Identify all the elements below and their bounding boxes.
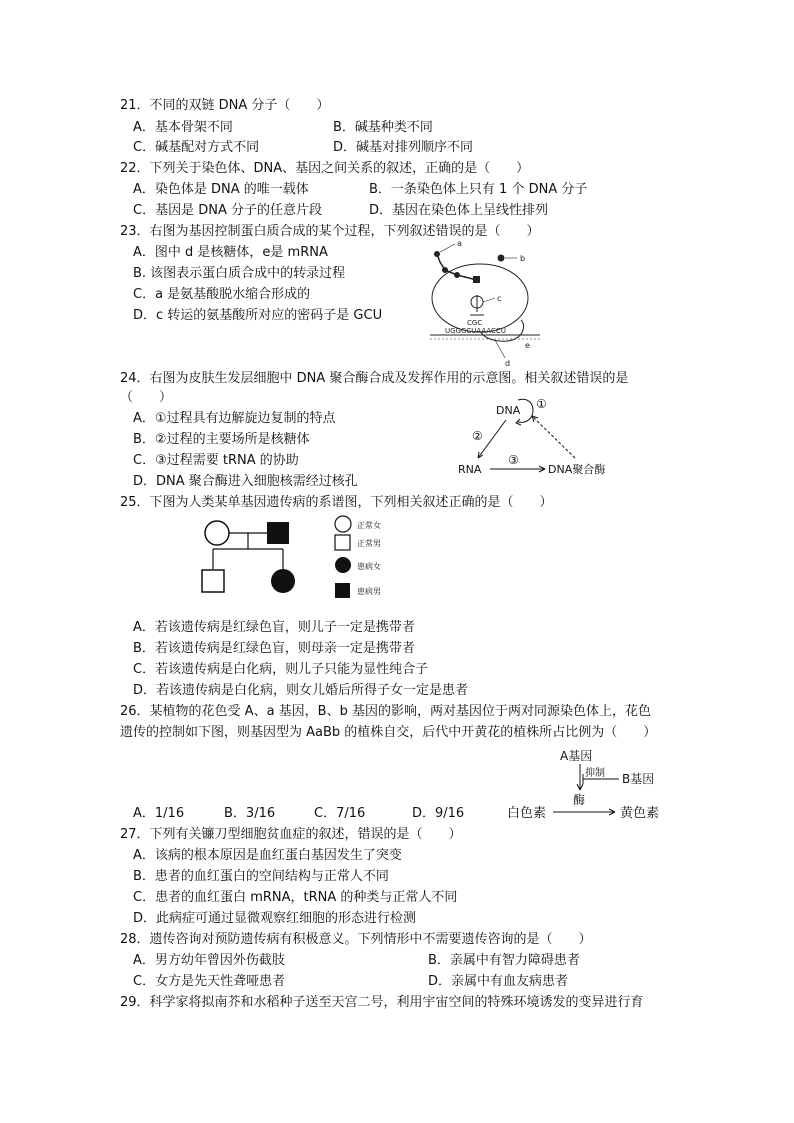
q27-option-b: B．患者的血红蛋白的空间结构与正常人不同 [133, 869, 389, 884]
label-a-leader [440, 244, 455, 252]
node-dna-polymerase: DNA聚合酶 [548, 463, 606, 476]
q21-option-a: A．基本骨架不同 [133, 120, 233, 135]
label-c: c [497, 294, 502, 303]
q26-option-b: B．3/16 [224, 806, 276, 821]
q22-stem: 22．下列关于染色体、DNA、基因之间关系的叙述，正确的是（ ） [120, 161, 530, 176]
node-dna: DNA [496, 404, 521, 417]
step1-label: ① [536, 397, 547, 411]
q22-option-b: B．一条染色体上只有 1 个 DNA 分子 [369, 182, 588, 197]
q22-option-a: A．染色体是 DNA 的唯一载体 [133, 182, 309, 197]
white-pigment-label: 白色素 [507, 806, 547, 821]
step3-label: ③ [508, 453, 519, 467]
q23-option-b: B. 该图表示蛋白质合成中的转录过程 [133, 266, 346, 281]
gene-a-label: A基因 [560, 749, 593, 763]
label-a: a [457, 240, 462, 248]
q24-option-b: B．②过程的主要场所是核糖体 [133, 432, 310, 447]
q29-stem: 29．科学家将拟南芥和水稻种子送至天宫二号，利用宇宙空间的特殊环境诱发的变异进行育 [120, 995, 644, 1010]
trna-anticodon: CGC [467, 319, 483, 327]
q26-stem-line2: 遗传的控制如下图，则基因型为 AaBb 的植株自交，后代中开黄花的植株所占比例为（ ） [120, 725, 657, 740]
q24-option-c: C．③过程需要 tRNA 的协助 [133, 453, 299, 468]
q23-option-a: A．图中 d 是核糖体，e是 mRNA [133, 245, 328, 260]
mother-normal-female [205, 521, 229, 545]
mrna-sequence: UGGGCUAAACCU [445, 327, 506, 335]
step2-label: ② [472, 429, 483, 443]
q28-stem: 28．遗传咨询对预防遗传病有积极意义。下列情形中不需要遗传咨询的是（ ） [120, 932, 592, 947]
q26-pigment-pathway-diagram [505, 746, 680, 822]
q21-stem: 21．不同的双链 DNA 分子（ ） [120, 98, 330, 113]
q27-option-a: A．该病的根本原因是血红蛋白基因发生了突变 [133, 848, 402, 863]
q26-option-d: D．9/16 [412, 806, 465, 821]
q26-stem-line1: 26．某植物的花色受 A、a 基因，B、b 基因的影响，两对基因位于两对同源染色体上，花色 [120, 704, 651, 719]
q24-option-a: A．①过程具有边解旋边复制的特点 [133, 411, 336, 426]
q22-option-d: D．基因在染色体上呈线性排列 [369, 203, 549, 218]
q28-option-d: D．亲属中有血友病患者 [428, 974, 569, 989]
legend-normal-male-icon [335, 535, 350, 550]
q27-option-c: C．患者的血红蛋白 mRNA，tRNA 的种类与正常人不同 [133, 890, 458, 905]
q23-option-d: D．c 转运的氨基酸所对应的密码子是 GCU [133, 308, 383, 323]
q25-option-b: B．若该遗传病是红绿色盲，则母亲一定是携带者 [133, 641, 415, 656]
label-e: e [525, 341, 530, 350]
q24-stem-line1: 24．右图为皮肤生发层细胞中 DNA 聚合酶合成及发挥作用的示意图。相关叙述错误的是 [120, 371, 629, 386]
father-affected-male [267, 522, 289, 544]
daughter-affected-female [271, 569, 295, 593]
legend-normal-female-icon [335, 516, 351, 532]
q27-option-d: D．此病症可通过显微观察红细胞的形态进行检测 [133, 911, 417, 926]
amino-acid [434, 251, 440, 257]
inhibit-label: 抑制 [585, 768, 605, 779]
q24-stem-line2: （ ） [120, 390, 173, 405]
label-b: b [520, 254, 526, 263]
q21-option-d: D．碱基对排列顺序不同 [333, 140, 474, 155]
q25-option-a: A．若该遗传病是红绿色盲，则儿子一定是携带者 [133, 620, 415, 635]
trna-c [470, 295, 484, 315]
q28-option-c: C．女方是先天性聋哑患者 [133, 974, 286, 989]
q27-stem: 27．下列有关镰刀型细胞贫血症的叙述，错误的是（ ） [120, 827, 462, 842]
free-amino-acid-b [498, 255, 505, 262]
q23-stem: 23．右图为基因控制蛋白质合成的某个过程，下列叙述错误的是（ ） [120, 224, 540, 239]
q23-translation-diagram [425, 240, 550, 370]
yellow-pigment-label: 黄色素 [620, 806, 660, 821]
q28-option-b: B．亲属中有智力障碍患者 [428, 953, 580, 968]
legend-affected-male-icon [335, 583, 350, 598]
node-rna: RNA [458, 463, 482, 476]
q25-pedigree-chart [195, 515, 395, 610]
amino-acid [442, 267, 448, 273]
gene-b-label: B基因 [622, 772, 655, 786]
label-c-leader [483, 298, 495, 302]
q22-option-c: C．基因是 DNA 分子的任意片段 [133, 203, 322, 218]
amino-acid-site [473, 276, 480, 283]
enzyme-return-arrow [532, 416, 575, 458]
label-d: d [505, 359, 511, 368]
q25-stem: 25．下图为人类某单基因遗传病的系谱图，下列相关叙述正确的是（ ） [120, 495, 553, 510]
q24-dna-polymerase-diagram [450, 392, 620, 482]
son-normal-male [202, 570, 224, 592]
q25-option-d: D．若该遗传病是白化病，则女儿婚后所得子女一定是患者 [133, 683, 469, 698]
replication-loop-arrow [518, 399, 533, 422]
legend-affected-female: 患病女 [357, 562, 381, 571]
q21-option-b: B．碱基种类不同 [333, 120, 433, 135]
q23-option-c: C．a 是氨基酸脱水缩合形成的 [133, 287, 311, 302]
label-d-leader [495, 340, 505, 358]
q25-option-c: C．若该遗传病是白化病，则儿子只能为显性纯合子 [133, 662, 429, 677]
q24-option-d: D．DNA 聚合酶进入细胞核需经过核孔 [133, 474, 358, 489]
enzyme-label: 酶 [573, 793, 586, 807]
legend-normal-male: 正常男 [357, 539, 381, 548]
q26-option-c: C．7/16 [314, 806, 366, 821]
q26-option-a: A．1/16 [133, 806, 185, 821]
legend-affected-female-icon [335, 557, 351, 573]
amino-acid [454, 272, 460, 278]
legend-normal-female: 正常女 [357, 521, 381, 530]
q28-option-a: A．男方幼年曾因外伤截肢 [133, 953, 285, 968]
q21-option-c: C．碱基配对方式不同 [133, 140, 260, 155]
legend-affected-male: 患病男 [357, 587, 381, 596]
